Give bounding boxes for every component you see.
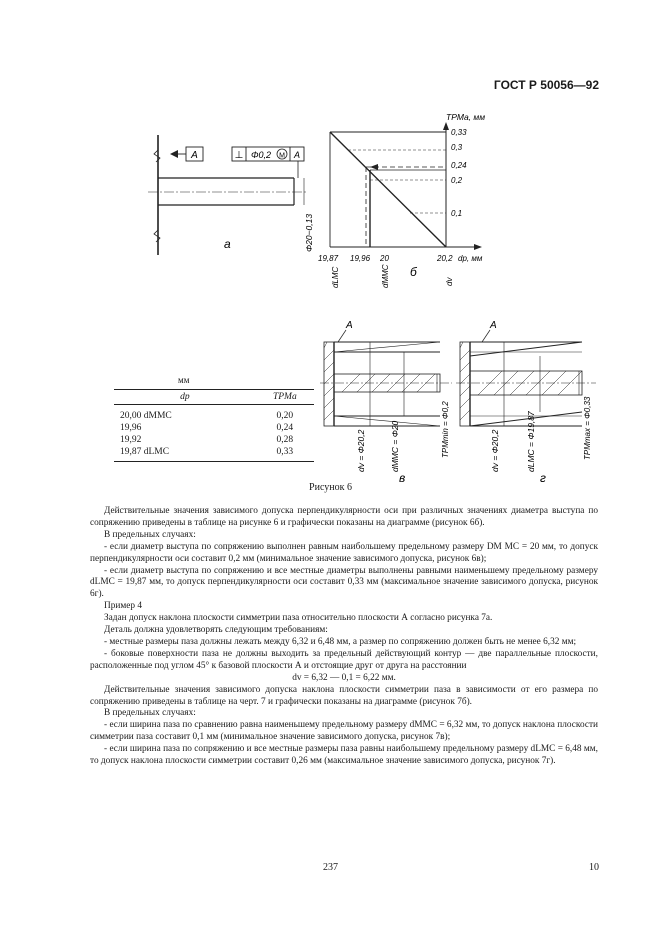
paragraph: Задан допуск наклона плоскости симметрии паза относительно плоскости А согласно рисунка 7а. [104, 613, 493, 624]
table-cell: 19,87 dLMC [114, 446, 256, 462]
tolerance-line [330, 132, 446, 247]
paragraph: - если ширина паза по сравнению равна наименьшему предельному размеру dMMC = 6,32 мм, то допуск наклона плоскости симметрии паза составит 0,1 мм (минимальное значение зависимого допуска, рисунок 7в); [90, 720, 598, 743]
paragraph: - боковые поверхности паза не должны выходить за предельный действующий контур — две параллельные плоскости, расположенные под углом 45° к базовой плоскости А и отстоящие друг от друга на расстоянии [90, 648, 598, 671]
x-sub-dlmc: dLMC [331, 266, 340, 288]
paragraph: В предельных случаях: [104, 708, 196, 719]
page-sub-number: 10 [589, 862, 599, 873]
table-row [114, 422, 314, 434]
break-mark-bottom [154, 230, 160, 242]
figure-b-label: б [410, 265, 417, 279]
y-axis-label: TPMa, мм [446, 112, 486, 122]
figure-g-label: г [540, 471, 546, 484]
paragraph: - если диаметр выступа по сопряжению и все местные диаметры выполнены равными наименьшему предельному размеру dLMC = 19,87 мм, то допуск перпендикулярности оси составит 0,33 мм (максимальное значение зависимого допуска, рисунок 6г). [90, 565, 598, 600]
x-tick-20: 20 [380, 254, 389, 263]
figure-a-label: а [224, 237, 231, 251]
dashed-arrow [370, 164, 378, 170]
table-cell: 0,24 [276, 423, 294, 433]
table-cell: 19,92 [120, 435, 142, 445]
table-unit: мм [178, 375, 190, 385]
page-number: 237 [323, 862, 338, 873]
x-axis-arrow [474, 244, 482, 250]
table-cell: 0,33 [256, 446, 314, 462]
figure-6v [312, 312, 462, 484]
shaft-diameter-dim: Φ20−0,13 [304, 213, 314, 252]
x-sub-dmmc: dMMC [381, 264, 390, 288]
view-g-letter: А [490, 320, 497, 331]
paragraph: В предельных случаях: [104, 529, 196, 540]
x-tick-202: 20,2 [437, 254, 453, 263]
view-v-letter: А [346, 320, 353, 331]
y-tick-03: 0,3 [451, 143, 463, 152]
table-cell: 0,28 [276, 435, 294, 445]
view-g-dim3: TPMmax = Φ0,33 [583, 396, 592, 460]
figure-caption: Рисунок 6 [309, 482, 352, 493]
table-cell: 20,00 dMMC [120, 411, 172, 421]
y-tick-02: 0,2 [451, 176, 463, 185]
frame-value: Φ0,2 [251, 150, 272, 160]
figure-v-label: в [399, 471, 406, 484]
frame-perp-symbol: ⊥ [234, 150, 244, 161]
datum-box-letter: А [191, 150, 198, 161]
datum-plate [324, 342, 334, 426]
datum-plate-g [460, 342, 470, 426]
table-cell: 0,20 [276, 411, 294, 421]
paragraph: - местные размеры паза должны лежать между 6,32 и 6,48 мм, а размер по сопряжению должен быть не менее 6,32 мм; [104, 636, 577, 647]
view-g-dim2: dLMC = Φ19,87 [526, 411, 536, 472]
x-axis-label: dp, мм [458, 254, 483, 263]
formula: dv = 6,32 — 0,1 = 6,22 мм. [292, 672, 396, 683]
x-tick-1996: 19,96 [350, 254, 371, 263]
paragraph: Действительные значения зависимого допуска перпендикулярности оси при различных значениях диаметра выступа по сопряжению приведены в таблице на рисунке 6 и графически показаны на диаграмме (рисунок 6б). [90, 506, 598, 528]
table-row [114, 434, 314, 446]
paragraph: Действительные значения зависимого допуска наклона плоскости симметрии паза в зависимости от его размера по сопряжению приведены в таблице на черт. 7 и графически показаны на диаграмме (рисунок 7б). [90, 684, 598, 707]
x-tick-1987: 19,87 [318, 254, 339, 263]
x-sub-dv: dv [445, 277, 454, 286]
figure-6b-diagram [318, 110, 518, 290]
figure-6g [448, 312, 608, 484]
view-g-dim1: dv = Φ20,2 [490, 429, 500, 472]
view-v-dim2: dMMC = Φ20 [390, 420, 400, 472]
y-axis-arrow [443, 122, 449, 130]
figure-6a [148, 130, 318, 260]
example-heading: Пример 4 [104, 601, 142, 612]
table-row [114, 405, 314, 423]
y-tick-033: 0,33 [451, 128, 467, 137]
body-text [90, 506, 598, 768]
table-header-tp: TPMa [256, 390, 314, 405]
y-tick-024: 0,24 [451, 161, 467, 170]
paragraph: Деталь должна удовлетворять следующим требованиям: [104, 625, 328, 636]
table-row [114, 446, 314, 462]
frame-datum: A [293, 150, 301, 160]
table-header-dp: dp [114, 390, 256, 405]
paragraph: - если диаметр выступа по сопряжению выполнен равным наибольшему предельному размеру DM MC = 20 мм, то допуск перпендикулярности оси составит 0,2 мм (минимальное значение зависимого допуска, рисунок 6в); [90, 541, 598, 564]
y-tick-01: 0,1 [451, 209, 463, 218]
datum-triangle [170, 150, 178, 158]
paragraph: - если ширина паза по сопряжению и все местные размеры паза равны наибольшему предельному размеру dLMC = 6,48 мм, то допуск наклона плоскости симметрии составит 0,26 мм (максимальное значение зависимого допуска, рисунок 7г). [90, 744, 598, 767]
table-cell: 19,96 [120, 423, 142, 433]
frame-mmc: M [279, 152, 285, 160]
standard-header: ГОСТ Р 50056—92 [493, 78, 599, 92]
view-v-dim3: TPMmin = Φ0,2 [441, 401, 450, 458]
tolerance-table [114, 389, 314, 462]
view-v-dim1: dv = Φ20,2 [356, 429, 366, 472]
break-mark-top [154, 150, 160, 162]
